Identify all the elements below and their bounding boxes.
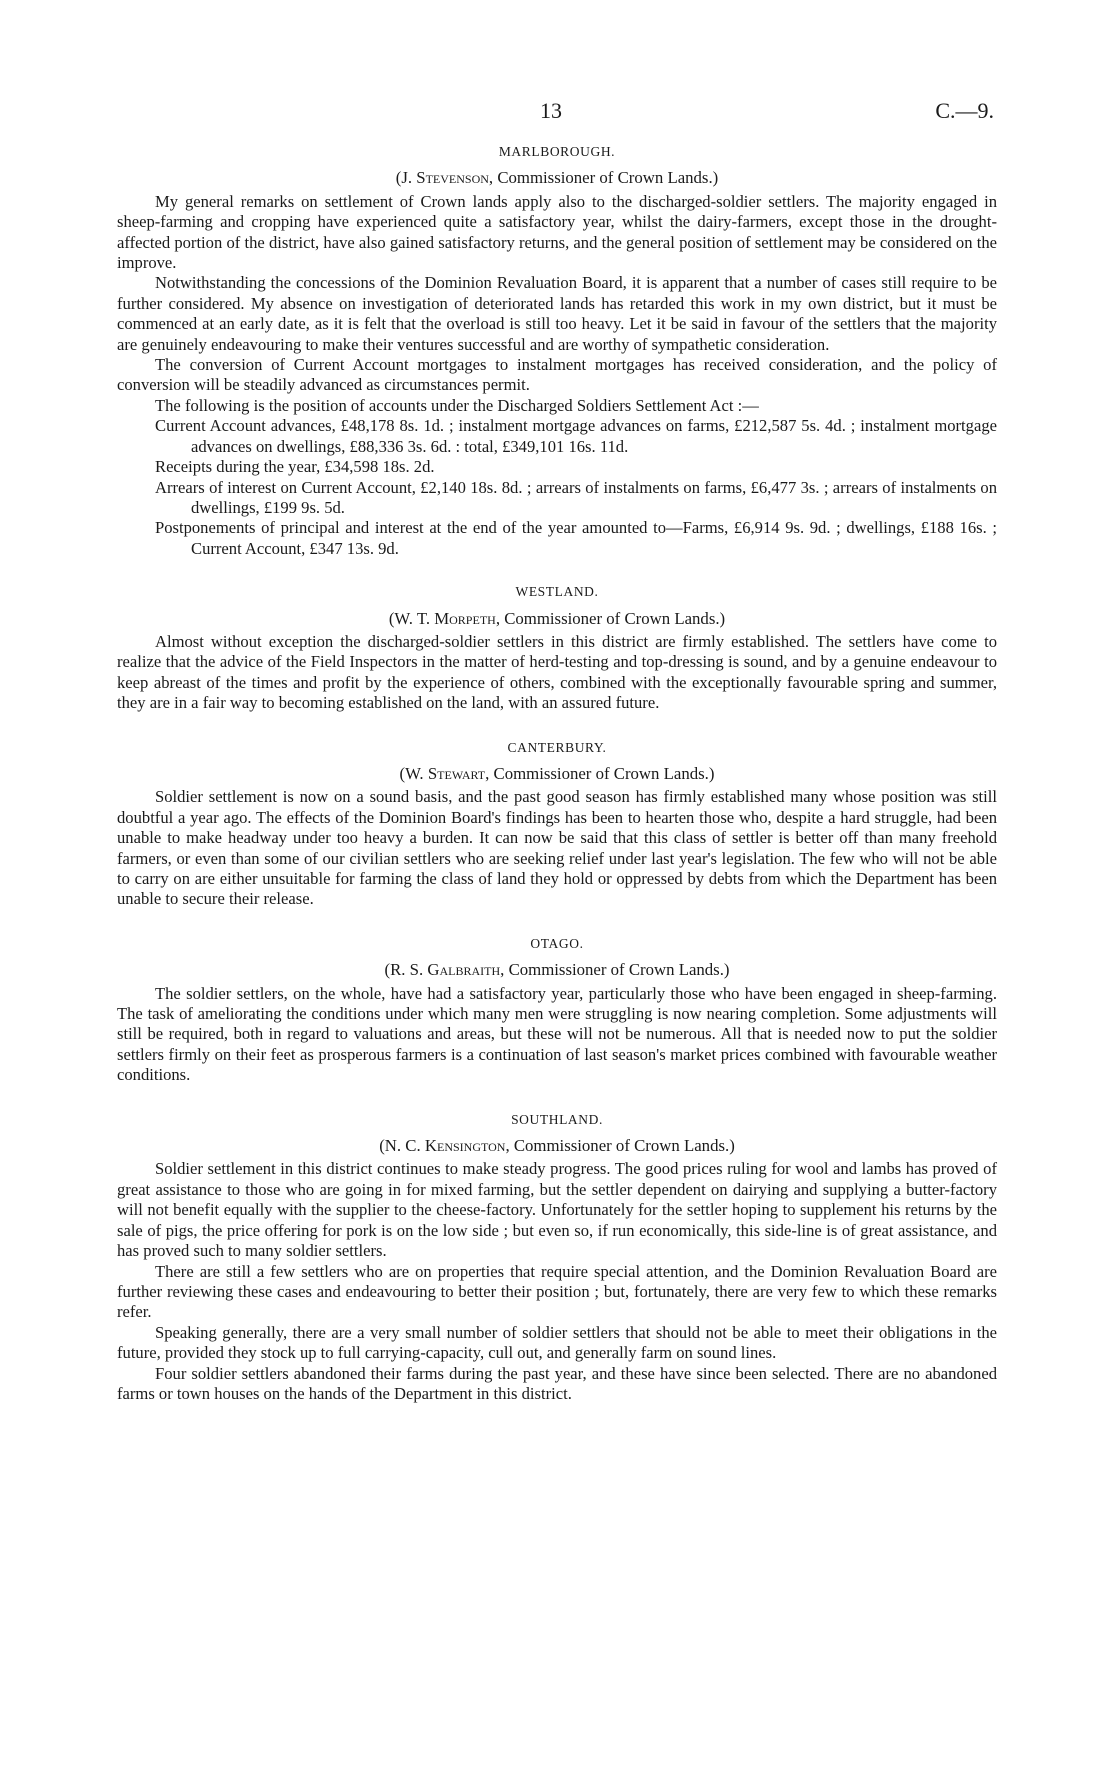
section-canterbury bbox=[117, 738, 997, 910]
paragraph: There are still a few settlers who are on properties that require special attention, and the Dominion Revaluation Board are further reviewing these cases and endeavouring to better their position ; but, fortunately, there are very few to which these remarks refer. bbox=[117, 1261, 997, 1322]
commissioner-line bbox=[117, 168, 997, 188]
commissioner-line bbox=[117, 960, 997, 980]
accounts-item: Current Account advances, £48,178 8s. 1d. ; instalment mortgage advances on farms, £212,587 5s. 4d. ; instalment mortgage advances on dwellings, £88,336 3s. 6d. : total, £349,101 16s. 11d. bbox=[155, 416, 997, 456]
section-title: SOUTHLAND. bbox=[511, 1111, 603, 1127]
section-otago bbox=[117, 934, 997, 1086]
document-reference: C.—9. bbox=[935, 98, 994, 123]
commissioner-line bbox=[117, 1136, 997, 1156]
section-gap bbox=[117, 910, 997, 934]
commissioner-prefix: (W. bbox=[399, 763, 428, 783]
section-westland bbox=[117, 582, 997, 713]
commissioner-line bbox=[117, 764, 997, 784]
section-marlborough bbox=[117, 142, 997, 559]
section-gap bbox=[117, 559, 997, 582]
paragraph: Soldier settlement in this district continues to make steady progress. The good prices ruling for wool and lambs has proved of great assistance to those who are going in for mixed farming, but the settler dependent on dairying and supplying a butter-factory will not benefit equally with the supplier to the cheese-factory. Unfortunately for the settler hoping to supplement his returns by the sale of pigs, the price offering for pork is on the low side ; but even so, if run economically, this side-line is of great assistance, and has proved such to many soldier settlers. bbox=[117, 1159, 997, 1261]
commissioner-name: Stevenson bbox=[416, 168, 489, 188]
commissioner-prefix: (J. bbox=[395, 168, 417, 188]
commissioner-line bbox=[117, 609, 997, 629]
section-title: WESTLAND. bbox=[515, 584, 599, 600]
paragraph: The following is the position of accounts under the Discharged Soldiers Settlement Act :— bbox=[155, 395, 759, 415]
commissioner-prefix: (W. T. bbox=[388, 608, 435, 628]
commissioner-suffix: , Commissioner of Crown Lands.) bbox=[505, 1136, 735, 1156]
paragraph: The conversion of Current Account mortgages to instalment mortgages has received consideration, and the policy of conversion will be steadily advanced as circumstances permit. bbox=[117, 355, 997, 395]
page-number: 13 bbox=[540, 98, 562, 123]
accounts-item: Arrears of interest on Current Account, £2,140 18s. 8d. ; arrears of instalments on farms, £6,477 3s. ; arrears of instalments on dwellings, £199 9s. 5d. bbox=[155, 477, 997, 517]
paragraph: Four soldier settlers abandoned their farms during the past year, and these have since been selected. There are no abandoned farms or town houses on the hands of the Department in this district. bbox=[117, 1363, 997, 1403]
paragraph: Notwithstanding the concessions of the Dominion Revaluation Board, it is apparent that a number of cases still require to be further considered. My absence on investigation of deteriorated lands has retarded this work in my own district, but it must be commenced at an early date, as it is felt that the overload is still too heavy. Let it be said in favour of the settlers that the majority are genuinely endeavouring to make their ventures successful and are worthy of sympathetic consideration. bbox=[117, 273, 997, 354]
paragraph: Soldier settlement is now on a sound basis, and the past good season has firmly established many whose position was still doubtful a year ago. The effects of the Dominion Board's findings has been to hearten those who, despite a hard struggle, had been unable to make headway under too heavy a burden. It can now be said that this class of settler is better off than many freehold farmers, or even than some of our civilian settlers who are seeking relief under last year's legislation. The few who will not be able to carry on are either unsuitable for farming the class of land they hold or oppressed by debts from which the Department has been unable to secure their release. bbox=[117, 787, 997, 909]
commissioner-name: Galbraith bbox=[427, 960, 501, 980]
section-southland bbox=[117, 1110, 997, 1405]
page-body bbox=[117, 142, 997, 1404]
section-title: OTAGO. bbox=[530, 935, 584, 951]
paragraph: My general remarks on settlement of Crown lands apply also to the discharged-soldier settlers. The majority engaged in sheep-farming and cropping have experienced quite a satisfactory year, whilst the dairy-farmers, except those in the drought-affected portion of the district, have also gained satisfactory returns, and the general position of settlement may be considered on the improve. bbox=[117, 191, 997, 273]
commissioner-prefix: (R. S. bbox=[384, 960, 428, 980]
section-title: MARLBOROUGH. bbox=[498, 144, 616, 159]
paragraph: Speaking generally, there are a very small number of soldier settlers that should not be able to meet their obligations in the future, provided they stock up to full carrying-capacity, cull out, and generally farm on sound lines. bbox=[117, 1322, 997, 1363]
commissioner-name: Kensington bbox=[424, 1136, 506, 1156]
accounts-item: Postponements of principal and interest at the end of the year amounted to—Farms, £6,914 9s. 9d. ; dwellings, £188 16s. ; Current Account, £347 13s. 9d. bbox=[155, 518, 997, 558]
commissioner-suffix: , Commissioner of Crown Lands.) bbox=[485, 763, 715, 783]
commissioner-name: Stewart bbox=[427, 763, 486, 783]
paragraph: The soldier settlers, on the whole, have had a satisfactory year, particularly those who have been engaged in sheep-farming. The task of ameliorating the conditions under which many men were struggling is now nearing completion. Some adjustments will still be required, both in regard to valuations and areas, but these will not be numerous. All that is needed now to put the soldier settlers firmly on their feet as prosperous farmers is a continuation of last season's market prices combined with favourable weather conditions. bbox=[117, 983, 997, 1085]
commissioner-suffix: , Commissioner of Crown Lands.) bbox=[488, 168, 719, 188]
section-gap bbox=[117, 1086, 997, 1110]
commissioner-name: Morpeth bbox=[434, 608, 496, 628]
commissioner-prefix: (N. C. bbox=[379, 1136, 425, 1156]
section-gap bbox=[117, 714, 997, 738]
commissioner-suffix: , Commissioner of Crown Lands.) bbox=[500, 960, 730, 980]
commissioner-suffix: , Commissioner of Crown Lands.) bbox=[495, 608, 726, 628]
paragraph: Almost without exception the discharged-soldier settlers in this district are firmly established. The settlers have come to realize that the advice of the Field Inspectors in the matter of herd-testing and top-dressing is sound, and by a genuine endeavour to keep abreast of the times and profit by the experience of others, combined with the exceptionally favourable spring and summer, they are in a fair way to becoming established on the land, with an assured future. bbox=[117, 631, 997, 713]
accounts-item: Receipts during the year, £34,598 18s. 2d. bbox=[155, 457, 435, 477]
section-title: CANTERBURY. bbox=[507, 739, 607, 755]
accounts-list bbox=[117, 416, 997, 559]
